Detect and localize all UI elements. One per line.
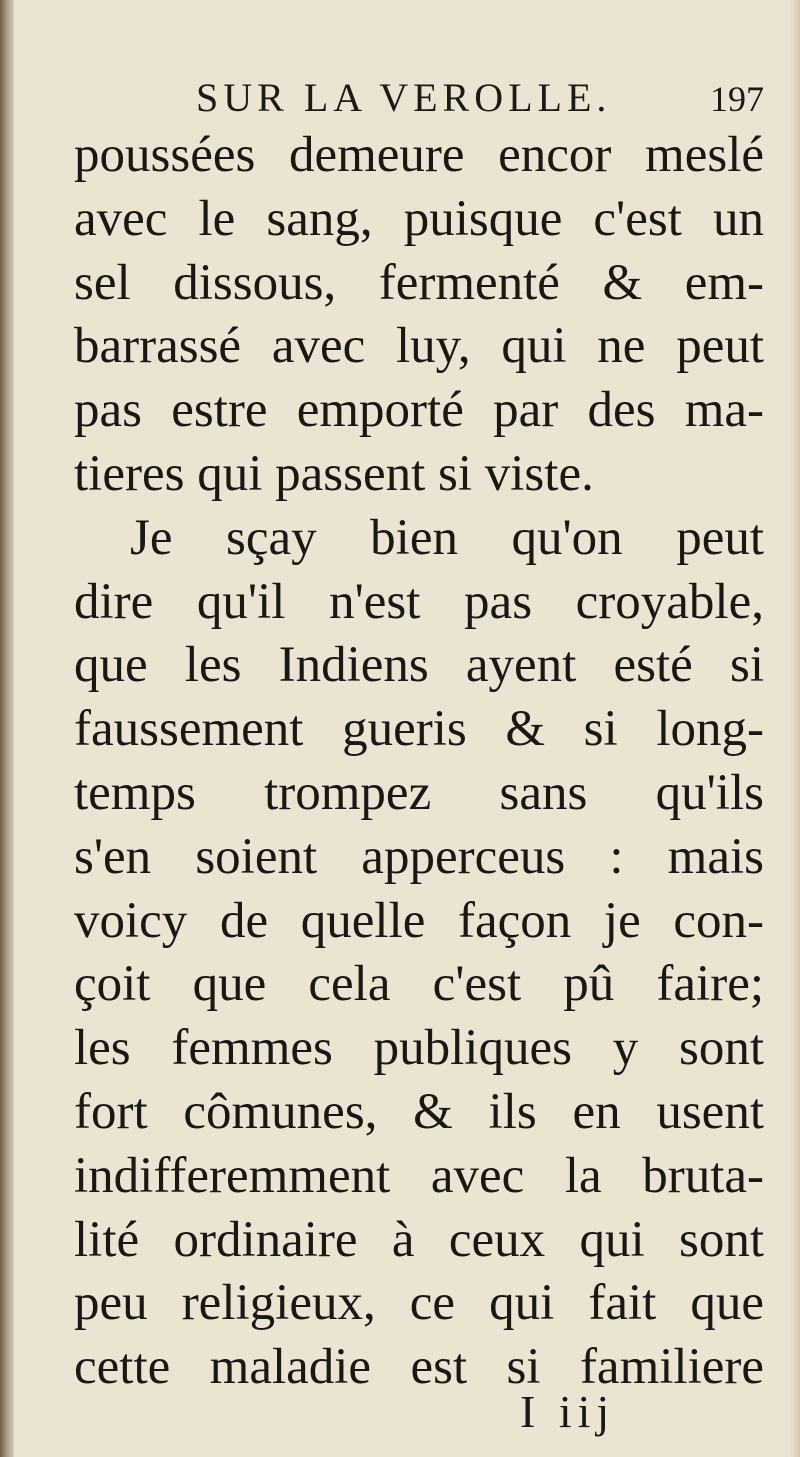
text-line: poussées demeure encor meslé [74, 127, 764, 183]
text-line: cette maladie est si familiere [74, 1339, 764, 1396]
text-line: Je sçay bien qu'on peut [130, 509, 764, 566]
page-edge-shadow [790, 0, 800, 1457]
text-line: indifferemment avec la bruta- [74, 1147, 764, 1204]
text-line: avec le sang, puisque c'est un [74, 190, 764, 247]
text-line: çoit que cela c'est pû faire; [74, 956, 764, 1013]
text-line: que les Indiens ayent esté si [74, 637, 764, 694]
text-line: barrassé avec luy, qui ne peut [74, 318, 764, 375]
text-line: peu religieux, ce qui fait que [74, 1275, 764, 1332]
text-line: voicy de quelle façon je con- [74, 892, 764, 949]
text-line: fort cômunes, & ils en usent [74, 1083, 764, 1140]
text-line: faussement gueris & si long- [74, 701, 764, 758]
running-title: SUR LA VEROLLE. [196, 75, 612, 120]
text-line: sel dissous, fermenté & em- [74, 254, 764, 311]
text-line: temps trompez sans qu'ils [74, 764, 764, 821]
text-line: lité ordinaire à ceux qui sont [74, 1211, 764, 1268]
body-text [74, 124, 764, 1400]
text-line: les femmes publiques y sont [74, 1020, 764, 1077]
text-line: dire qu'il n'est pas croyable, [74, 573, 764, 630]
text-line: tieres qui passent si viste. [74, 445, 594, 502]
page-number: 197 [710, 79, 764, 119]
signature-mark: I iij [520, 1386, 616, 1437]
page-gutter-shadow [0, 0, 14, 1457]
text-line: pas estre emporté par des ma- [74, 382, 764, 439]
text-line: s'en soient apperceus : mais [74, 828, 764, 885]
